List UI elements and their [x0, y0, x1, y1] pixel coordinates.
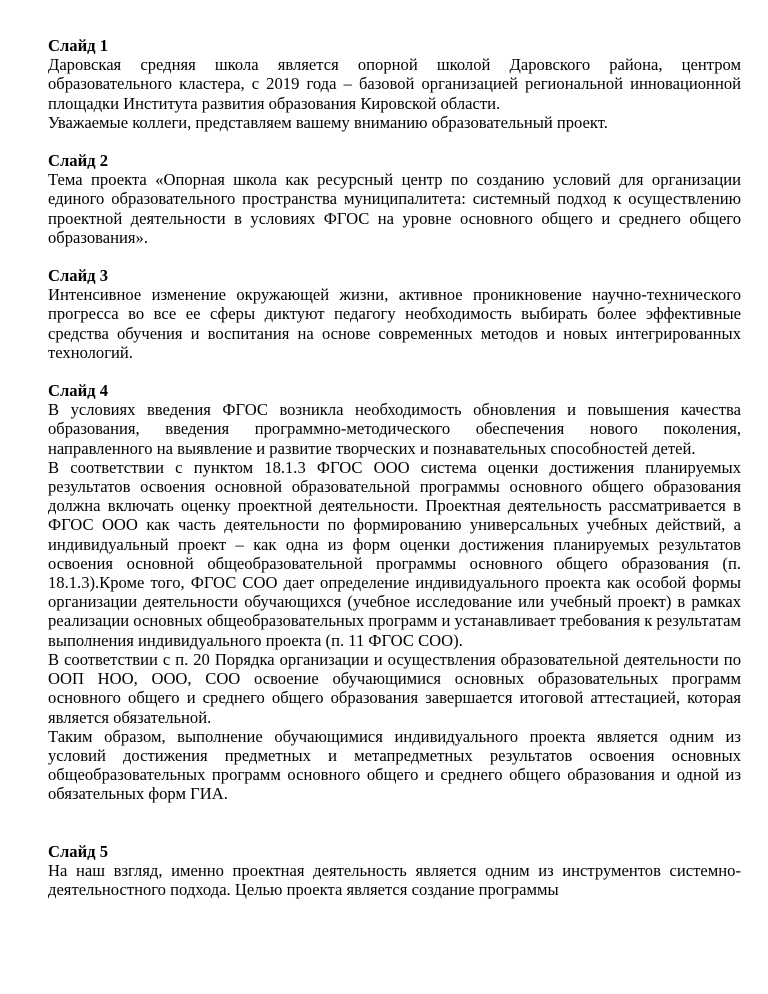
slide-4-paragraph-3: В соответствии с п. 20 Порядка организации и осуществления образовательной деятельности по ООП НОО, ООО, СОО освоение обучающимися основных образовательных программ основного общего и среднего общего образования завершается итоговой аттестацией, которая является обязательной. [48, 649, 741, 727]
slide-3-section [48, 266, 741, 362]
slide-4-heading: Слайд 4 [48, 381, 108, 401]
slide-5-section [48, 842, 741, 900]
slide-2-paragraph-1: Тема проекта «Опорная школа как ресурсный центр по созданию условий для организации единого образовательного пространства муниципалитета: системный подход к осуществлению проектной деятельности в условиях ФГОС на уровне основного общего и среднего общего образования». [48, 170, 741, 247]
slide-2-section [48, 151, 741, 247]
slide-3-paragraph-1: Интенсивное изменение окружающей жизни, активное проникновение научно-технического прогресса во все ее сферы диктуют педагогу необходимость выбирать более эффективные средства обучения и воспитания на основе современных методов и новых интегрированных технологий. [48, 285, 741, 362]
document-page [48, 36, 741, 918]
slide-4-paragraph-1: В условиях введения ФГОС возникла необходимость обновления и повышения качества образования, введения программно-методического обеспечения нового поколения, направленного на выявление и развитие творческих и познавательных способностей детей. [48, 400, 741, 458]
slide-4-paragraph-4: Таким образом, выполнение обучающимися индивидуального проекта является одним из условий достижения предметных и метапредметных результатов освоения основных общеобразовательных программ основного общего и среднего общего образования и одной из обязательных форм ГИА. [48, 726, 741, 804]
slide-1-section [48, 36, 741, 132]
slide-4-section [48, 381, 741, 803]
slide-2-heading: Слайд 2 [48, 151, 108, 171]
slide-1-paragraph-1: Даровская средняя школа является опорной школой Даровского района, центром образовательного кластера, с 2019 года – базовой организацией региональной инновационной площадки Института развития образования Кировской области. [48, 55, 741, 113]
slide-5-paragraph-1: На наш взгляд, именно проектная деятельность является одним из инструментов системно-деятельностного подхода. Целью проекта является создание программы [48, 860, 741, 899]
slide-4-paragraph-2: В соответствии с пунктом 18.1.3 ФГОС ООО система оценки достижения планируемых результатов освоения основной образовательной программы основного общего образования должна включать оценку проектной деятельности. Проектная деятельность рассматривается в ФГОС ООО как часть деятельности по формированию универсальных учебных действий, а индивидуальный проект – как одна из форм оценки достижения планируемых результатов освоения основной общеобразовательной программы основного общего образования (п. 18.1.3).Кроме того, ФГОС СОО дает определение индивидуального проекта как особой формы организации деятельности обучающихся (учебное исследование или учебный проект) в рамках реализации основных общеобразовательных программ и устанавливает требования к результатам выполнения индивидуального проекта (п. 11 ФГОС СОО). [48, 457, 741, 650]
slide-5-heading: Слайд 5 [48, 841, 108, 861]
slide-1-paragraph-2: Уважаемые коллеги, представляем вашему вниманию образовательный проект. [48, 112, 608, 132]
slide-1-heading: Слайд 1 [48, 36, 108, 55]
slide-3-heading: Слайд 3 [48, 266, 108, 286]
